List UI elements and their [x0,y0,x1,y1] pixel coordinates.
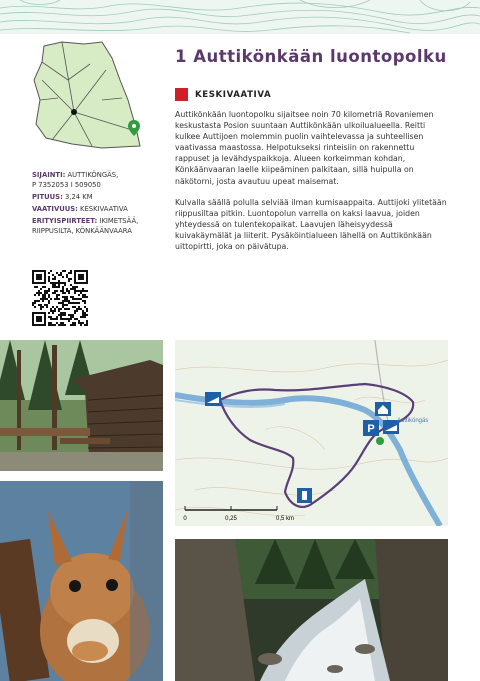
features-label: ERITYISPIIRTEET: [32,217,98,225]
topographic-header-band [0,0,480,34]
difficulty-info-label: VAATIVUUS: [32,205,78,213]
info-location [32,170,172,190]
location-label: SIJAINTI: [32,171,66,179]
difficulty-color-swatch [175,88,188,101]
length-label: PITUUS: [32,193,63,201]
tower-icon [297,488,312,503]
info-difficulty [32,204,172,214]
start-point-marker [376,437,384,445]
shelter-icon [205,392,221,406]
home-icon [375,402,391,416]
description-paragraph: Kulvalla säällä polulla selviää ilman kumisaappaita. Auttijoki ylitetään riippusiltaa pitkin. Luontopolun varrella on kaksi laavua, joiden yhteydessä on tulentekopaikat. Laavujen läheisyydessä kuivakäymälät ja liiterit. Pysäköintialueen lähellä on Auttikönkään uittopirtti, joka on päivätupa. [175,197,447,252]
difficulty-badge [175,88,271,101]
parking-icon [363,420,379,436]
qr-code[interactable] [32,270,88,326]
town-marker [71,109,77,115]
page-title: 1 Auttikönkään luontopolku [175,47,447,66]
info-length [32,192,172,202]
location-coordinates: P 7352053 I 509050 [32,181,101,189]
trail-description [175,109,450,262]
trail-info [32,170,172,238]
photo-river-rapids [175,539,448,681]
place-label: Auttiköngäs [397,418,429,424]
photo-red-squirrel [0,481,163,681]
scale-label-0: 0 [183,516,187,522]
difficulty-label: KESKIVAATIVA [195,89,272,100]
length-value: 3,24 KM [64,193,93,201]
parking-label: P [367,423,375,435]
trail-map[interactable] [175,340,448,526]
photo-lean-to-shelter [0,340,163,471]
overview-map [32,40,144,152]
location-value: AUTTIKÖNGÄS, [67,171,119,179]
features-value-1: IKIMETSÄÄ, [99,217,139,225]
difficulty-info-value: KESKIVAATIVA [80,205,128,213]
features-value-2: RIIPPUSILTA, KÖNKÄÄNVAARA [32,227,132,235]
description-paragraph: Auttikönkään luontopolku sijaitsee noin 70 kilometriä Rovaniemen keskustasta Posion suuntaan Auttikönkään ulkoilualueella. Reitti kulkee Auttijoen molemmin puolin vaihtelevassa ja suhteellisen vaativassa maastossa. Helpotukseksi rinteisiin on rakennettu rappuset ja levähdyspaikkoja. Alueen korkeimman kohdan, Könkäänvaaran laelle kiipeäminen palkitaan, sillä huipulla on näkötorni, josta avautuu upeat maisemat. [175,110,434,186]
contour-lines-decoration [0,0,480,34]
scale-label-end: 0,5 km [275,516,295,522]
scale-label-mid: 0,25 [225,516,237,522]
info-features [32,216,172,236]
